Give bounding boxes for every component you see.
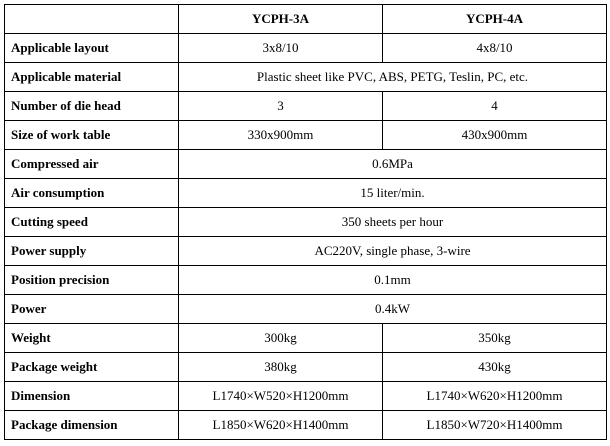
row-label: Power supply [5,237,179,266]
table-row [5,266,607,295]
table-row [5,208,607,237]
row-label: Package dimension [5,411,179,440]
shared-value-cell: Plastic sheet like PVC, ABS, PETG, Teslin, PC, etc. [179,63,607,92]
table-row [5,353,607,382]
header-row [5,5,607,34]
ycph-4a-value-cell: L1850×W720×H1400mm [383,411,607,440]
shared-value-cell: 0.4kW [179,295,607,324]
ycph-4a-value-cell: 430kg [383,353,607,382]
ycph-3a-value-cell: 380kg [179,353,383,382]
row-label: Air consumption [5,179,179,208]
row-label: Applicable material [5,63,179,92]
ycph-3a-value-cell: 330x900mm [179,121,383,150]
ycph-4a-value-cell: L1740×W620×H1200mm [383,382,607,411]
table-row [5,34,607,63]
table-row [5,295,607,324]
table-row [5,179,607,208]
ycph-3a-value-cell: L1740×W520×H1200mm [179,382,383,411]
row-label: Compressed air [5,150,179,179]
shared-value-cell: 15 liter/min. [179,179,607,208]
ycph-4a-value-cell: 350kg [383,324,607,353]
table-row [5,150,607,179]
table-row [5,121,607,150]
row-label: Size of work table [5,121,179,150]
row-label: Package weight [5,353,179,382]
ycph-4a-value-cell: 4 [383,92,607,121]
spec-table-body [5,34,607,440]
ycph-3a-value-cell: L1850×W620×H1400mm [179,411,383,440]
table-row [5,92,607,121]
row-label: Weight [5,324,179,353]
row-label: Dimension [5,382,179,411]
ycph-4a-value-cell: 4x8/10 [383,34,607,63]
table-row [5,382,607,411]
row-label: Position precision [5,266,179,295]
shared-value-cell: 0.1mm [179,266,607,295]
spec-table [4,4,607,440]
model-ycph-4a-header: YCPH-4A [383,5,607,34]
table-row [5,63,607,92]
table-row [5,324,607,353]
row-label: Number of die head [5,92,179,121]
ycph-3a-value-cell: 3 [179,92,383,121]
row-label: Applicable layout [5,34,179,63]
row-label: Cutting speed [5,208,179,237]
model-ycph-3a-header: YCPH-3A [179,5,383,34]
table-row [5,411,607,440]
ycph-4a-value-cell: 430x900mm [383,121,607,150]
table-row [5,237,607,266]
ycph-3a-value-cell: 3x8/10 [179,34,383,63]
ycph-3a-value-cell: 300kg [179,324,383,353]
shared-value-cell: 350 sheets per hour [179,208,607,237]
header-corner-cell [5,5,179,34]
shared-value-cell: AC220V, single phase, 3-wire [179,237,607,266]
shared-value-cell: 0.6MPa [179,150,607,179]
row-label: Power [5,295,179,324]
